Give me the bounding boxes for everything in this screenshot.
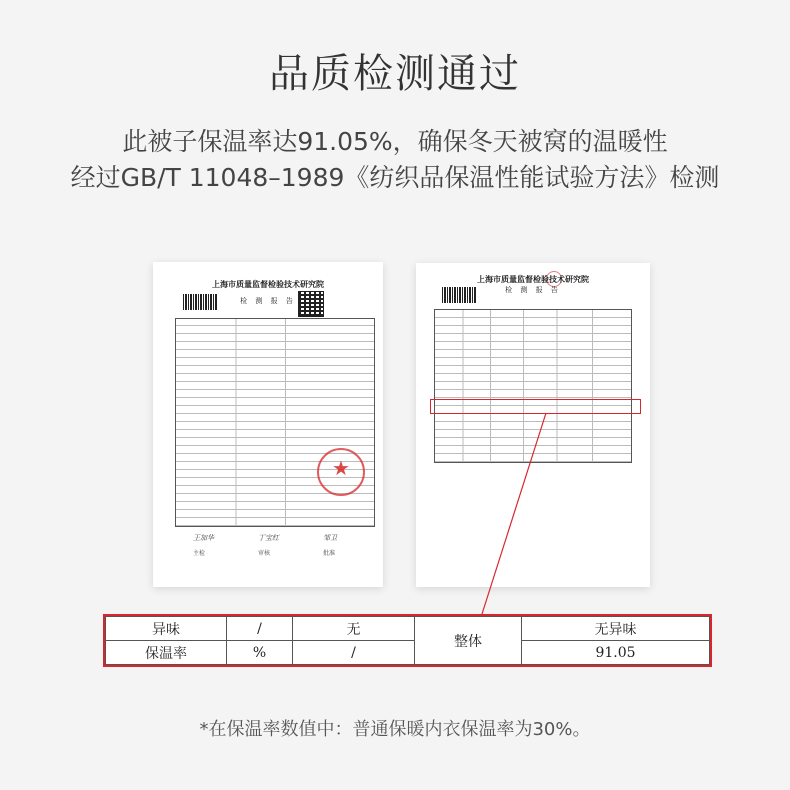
cell-item: 保温率 [106, 641, 227, 665]
result-table [103, 614, 712, 667]
cell-unit: / [227, 617, 293, 641]
official-seal-icon [317, 448, 365, 496]
report-title: 检 测 报 告 [240, 297, 296, 305]
cell-requirement: 无 [293, 617, 415, 641]
subtitle-line-1: 此被子保温率达91.05%，确保冬天被窝的温暖性 [122, 127, 668, 156]
results-title: 检 测 报 告 [505, 286, 561, 294]
cell-result: 91.05 [522, 641, 710, 665]
footnote: *在保温率数值中：普通保暖内衣保温率为30%。 [199, 719, 591, 740]
signature: 丁宝红 [258, 534, 279, 542]
cell-unit: % [227, 641, 293, 665]
page-title: 品质检测通过 [269, 51, 521, 97]
signature: 王加华 [193, 534, 214, 542]
table-row [106, 617, 710, 641]
cell-position: 整体 [415, 617, 522, 665]
cell-item: 异味 [106, 617, 227, 641]
results-institution: 上海市质量监督检验技术研究院 [477, 274, 589, 284]
cell-result: 无异味 [522, 617, 710, 641]
signer-title: 批准 [323, 550, 336, 557]
cell-requirement: / [293, 641, 415, 665]
highlight-box [430, 399, 641, 414]
table-row [106, 641, 710, 665]
test-report-document [153, 262, 383, 587]
report-institution: 上海市质量监督检验技术研究院 [212, 279, 324, 289]
subtitle-line-2: 经过GB/T 11048–1989《纺织品保温性能试验方法》检测 [70, 163, 720, 192]
results-table [434, 309, 632, 463]
test-results-document [416, 263, 650, 587]
signature: 邹卫 [323, 534, 337, 542]
signer-title: 主检 [193, 550, 206, 557]
signer-title: 审核 [258, 550, 271, 557]
